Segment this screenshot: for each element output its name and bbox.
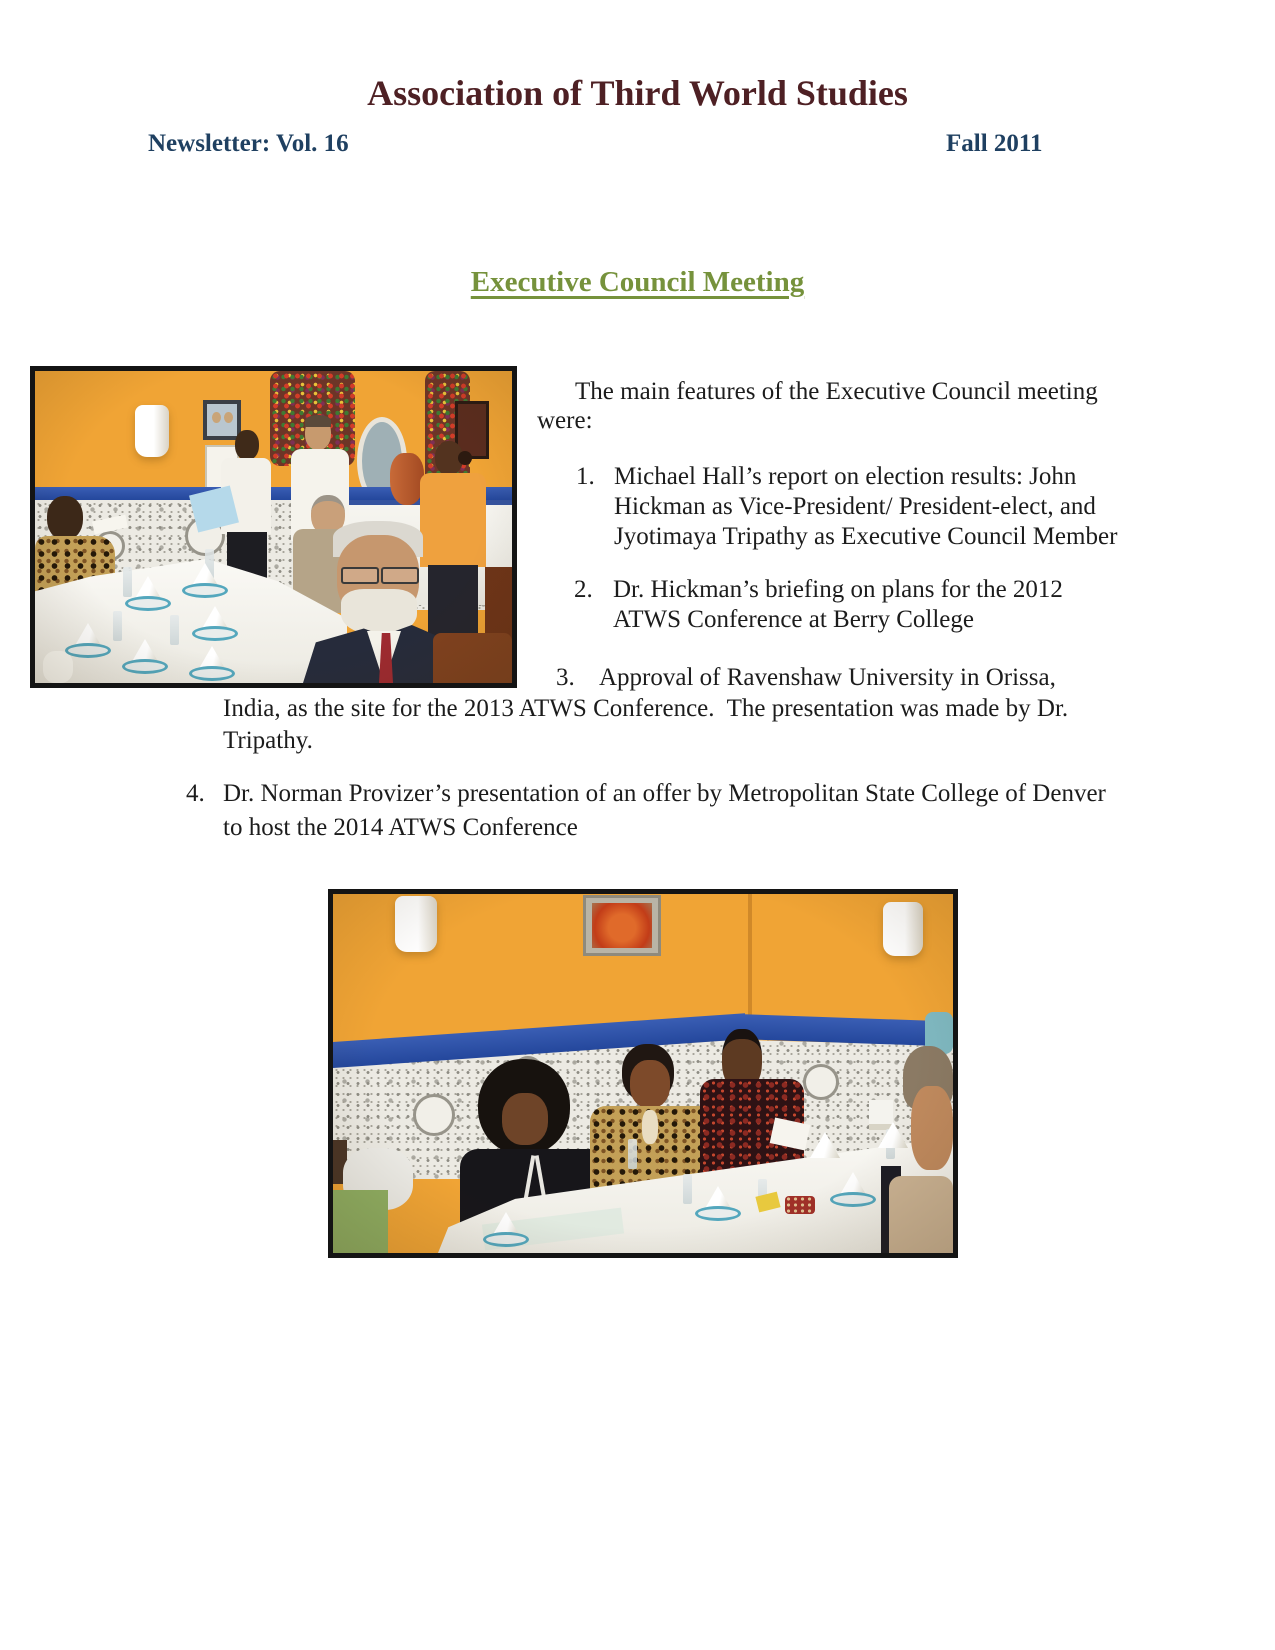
list-item-4-line-1: Dr. Norman Provizer’s presentation of an offer by Metropolitan State College of Denver	[223, 780, 1106, 807]
newsletter-volume: Newsletter: Vol. 16	[148, 130, 349, 157]
list-item-4-line-2: to host the 2014 ATWS Conference	[223, 814, 578, 841]
list-item-3-line-3: Tripathy.	[223, 727, 313, 754]
photo-dinner-table	[328, 889, 958, 1258]
photo-vignette	[333, 894, 953, 1253]
list-item-1-line-3: Jyotimaya Tripathy as Executive Council Member	[614, 523, 1118, 550]
issue-date: Fall 2011	[946, 130, 1043, 157]
photo-council-meeting	[30, 366, 517, 688]
list-item-1-line-1: Michael Hall’s report on election results: John	[614, 463, 1077, 490]
list-item-3-number: 3.	[556, 664, 575, 691]
photo-vignette	[35, 371, 512, 683]
list-item-2-number: 2.	[574, 576, 593, 603]
list-item-3-line-1: Approval of Ravenshaw University in Orissa,	[599, 664, 1056, 691]
section-heading-text: Executive Council Meeting	[470, 266, 805, 298]
list-item-2-line-2: ATWS Conference at Berry College	[613, 606, 974, 633]
list-item-2-line-1: Dr. Hickman’s briefing on plans for the 2012	[613, 576, 1063, 603]
intro-line-1: The main features of the Executive Council meeting	[575, 378, 1098, 405]
intro-line-2: were:	[537, 407, 593, 434]
list-item-1-number: 1.	[576, 463, 595, 490]
list-item-3-line-2: India, as the site for the 2013 ATWS Conference. The presentation was made by Dr.	[223, 695, 1069, 722]
section-heading	[0, 266, 1275, 299]
list-item-4-number: 4.	[186, 780, 205, 807]
list-item-1-line-2: Hickman as Vice-President/ President-elect, and	[614, 493, 1096, 520]
page-title: Association of Third World Studies	[367, 73, 908, 113]
